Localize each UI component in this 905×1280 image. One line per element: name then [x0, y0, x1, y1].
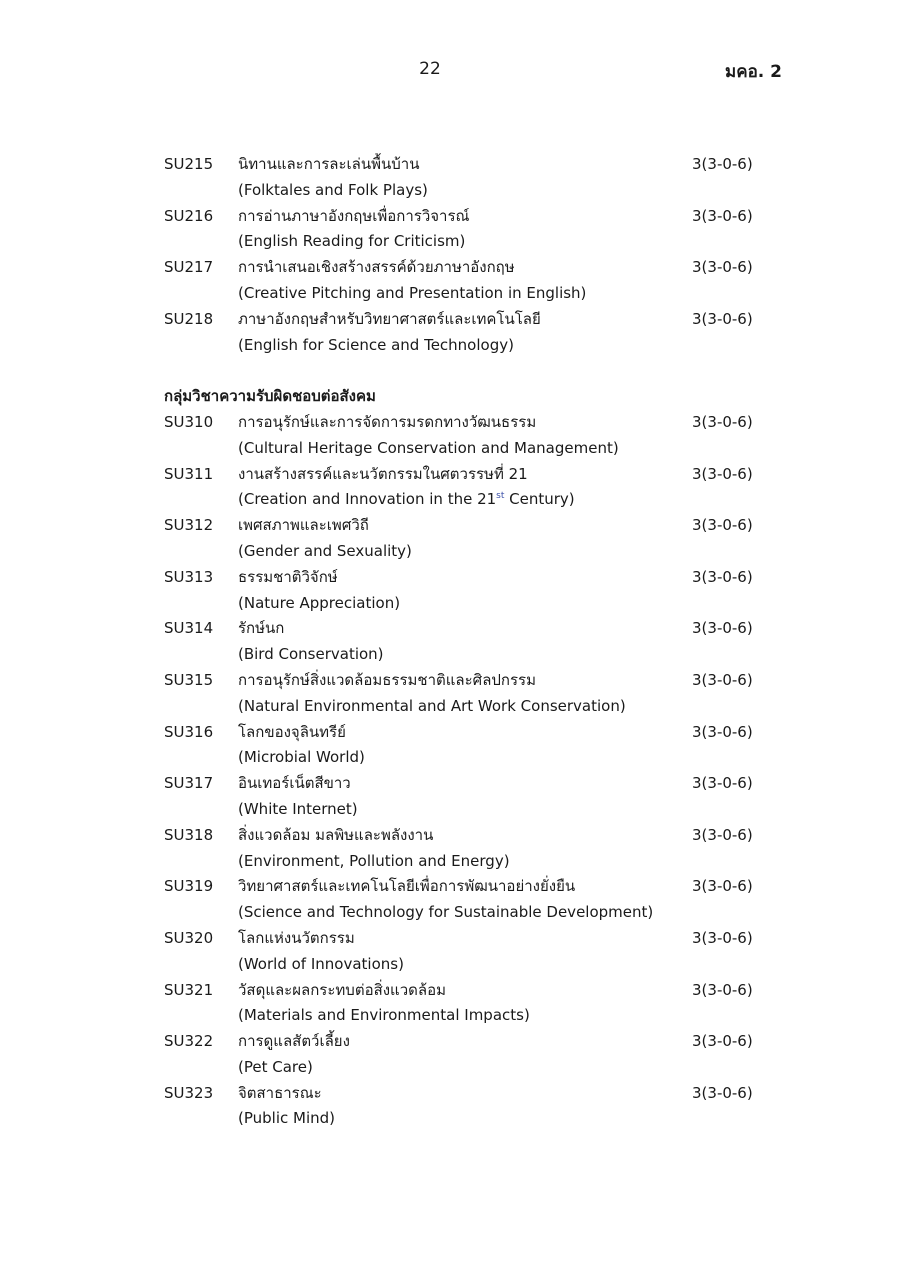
- course-code: SU215: [164, 155, 214, 173]
- course-name-en: [238, 487, 575, 513]
- course-credit: 3(3-0-6): [692, 258, 753, 277]
- course-title-row: [0, 720, 905, 746]
- course-title-row: [0, 1029, 905, 1055]
- course-english-row: [0, 178, 905, 204]
- course-title-row: [0, 565, 905, 591]
- course-credit: 3(3-0-6): [692, 516, 753, 535]
- course-english-row: [0, 642, 905, 668]
- course-code: SU218: [164, 309, 214, 328]
- course-name-th: ธรรมชาติวิจักษ์: [238, 567, 338, 586]
- course-name-en: (Cultural Heritage Conservation and Management): [238, 438, 619, 457]
- document-code: มคอ. 2: [725, 62, 782, 82]
- course-name-en: (Science and Technology for Sustainable Development): [238, 903, 654, 922]
- course-code: SU312: [164, 516, 214, 535]
- course-code: SU310: [164, 412, 214, 431]
- course-code: SU313: [164, 567, 214, 586]
- course-credit: 3(3-0-6): [692, 980, 753, 999]
- course-english-row: [0, 487, 905, 513]
- course-name-th: ภาษาอังกฤษสำหรับวิทยาศาสตร์และเทคโนโลยี: [238, 309, 541, 328]
- course-name-th: โลกแห่งนวัตกรรม: [238, 928, 355, 947]
- course-english-row: [0, 694, 905, 720]
- course-credit: 3(3-0-6): [692, 309, 753, 328]
- course-name-th: จิตสาธารณะ: [238, 1083, 322, 1102]
- course-credit: 3(3-0-6): [692, 619, 753, 638]
- course-title-row: [0, 978, 905, 1004]
- course-english-row: [0, 1003, 905, 1029]
- course-code: SU321: [164, 980, 214, 999]
- course-code: SU318: [164, 825, 214, 844]
- section-spacer: [0, 358, 905, 384]
- course-title-row: [0, 513, 905, 539]
- course-name-en: (Creative Pitching and Presentation in English): [238, 283, 587, 302]
- group-heading-text: กลุ่มวิชาความรับผิดชอบต่อสังคม: [164, 387, 376, 406]
- course-title-row: [0, 410, 905, 436]
- course-name-th: รักษ์นก: [238, 619, 285, 638]
- course-name-en-part: Century): [504, 490, 575, 509]
- course-english-row: [0, 229, 905, 255]
- course-credit: 3(3-0-6): [692, 825, 753, 844]
- course-name-en: (English for Science and Technology): [238, 335, 514, 354]
- course-code: SU311: [164, 464, 214, 483]
- course-list: [0, 152, 905, 1132]
- course-title-row: [0, 255, 905, 281]
- course-code: SU316: [164, 722, 214, 741]
- ordinal-superscript: st: [496, 491, 505, 502]
- course-name-en: (Pet Care): [238, 1057, 313, 1076]
- course-english-row: [0, 797, 905, 823]
- course-title-row: [0, 926, 905, 952]
- course-name-en: (Bird Conservation): [238, 645, 384, 664]
- course-title-row: [0, 823, 905, 849]
- course-code: SU217: [164, 258, 214, 277]
- course-english-row: [0, 745, 905, 771]
- course-name-en: (Public Mind): [238, 1109, 336, 1128]
- course-english-row: [0, 591, 905, 617]
- course-title-row: [0, 616, 905, 642]
- course-english-row: [0, 281, 905, 307]
- course-name-th: อินเทอร์เน็ตสีขาว: [238, 774, 351, 793]
- course-title-row: [0, 204, 905, 230]
- course-credit: 3(3-0-6): [692, 1083, 753, 1102]
- course-title-row: [0, 668, 905, 694]
- course-name-en: (Materials and Environmental Impacts): [238, 1006, 530, 1025]
- course-name-en: (White Internet): [238, 799, 358, 818]
- course-code: SU322: [164, 1032, 214, 1051]
- course-code: SU320: [164, 928, 214, 947]
- course-name-th: การนำเสนอเชิงสร้างสรรค์ด้วยภาษาอังกฤษ: [238, 258, 515, 277]
- course-name-en: (Folktales and Folk Plays): [238, 180, 428, 199]
- course-credit: 3(3-0-6): [692, 928, 753, 947]
- course-name-en: (World of Innovations): [238, 954, 404, 973]
- course-title-row: [0, 1081, 905, 1107]
- course-credit: 3(3-0-6): [692, 1032, 753, 1051]
- course-name-en: (Gender and Sexuality): [238, 541, 412, 560]
- course-name-en: (Nature Appreciation): [238, 593, 401, 612]
- course-title-row: [0, 152, 905, 178]
- course-code: SU216: [164, 206, 214, 225]
- course-name-th: นิทานและการละเล่นพื้นบ้าน: [238, 155, 420, 173]
- course-title-row: [0, 307, 905, 333]
- course-name-en: (English Reading for Criticism): [238, 232, 466, 251]
- course-credit: 3(3-0-6): [692, 155, 753, 173]
- course-name-en: (Environment, Pollution and Energy): [238, 851, 510, 870]
- course-english-row: [0, 539, 905, 565]
- course-name-th: โลกของจุลินทรีย์: [238, 722, 346, 741]
- course-credit: 3(3-0-6): [692, 206, 753, 225]
- course-english-row: [0, 333, 905, 359]
- course-name-th: สิ่งแวดล้อม มลพิษและพลังงาน: [238, 825, 434, 844]
- page-number: 22: [419, 59, 441, 79]
- course-code: SU319: [164, 877, 214, 896]
- course-name-en-part: (Creation and Innovation in the 21: [238, 490, 497, 509]
- course-code: SU314: [164, 619, 214, 638]
- course-english-row: [0, 1106, 905, 1132]
- course-name-th: วิทยาศาสตร์และเทคโนโลยีเพื่อการพัฒนาอย่างยั่งยืน: [238, 877, 576, 896]
- course-name-en: (Microbial World): [238, 748, 365, 767]
- course-title-row: [0, 874, 905, 900]
- course-credit: 3(3-0-6): [692, 412, 753, 431]
- course-credit: 3(3-0-6): [692, 464, 753, 483]
- course-code: SU317: [164, 774, 214, 793]
- course-title-row: [0, 771, 905, 797]
- course-english-row: [0, 849, 905, 875]
- course-english-row: [0, 436, 905, 462]
- course-english-row: [0, 1055, 905, 1081]
- course-code: SU315: [164, 670, 214, 689]
- course-english-row: [0, 952, 905, 978]
- course-name-th: งานสร้างสรรค์และนวัตกรรมในศตวรรษที่ 21: [238, 464, 528, 483]
- course-name-th: การดูแลสัตว์เลี้ยง: [238, 1032, 350, 1051]
- course-name-en: (Natural Environmental and Art Work Conservation): [238, 696, 626, 715]
- course-credit: 3(3-0-6): [692, 567, 753, 586]
- course-code: SU323: [164, 1083, 214, 1102]
- course-credit: 3(3-0-6): [692, 670, 753, 689]
- course-title-row: [0, 462, 905, 488]
- course-name-th: การอ่านภาษาอังกฤษเพื่อการวิจารณ์: [238, 206, 470, 225]
- group-heading: [0, 384, 905, 410]
- course-name-th: การอนุรักษ์สิ่งแวดล้อมธรรมชาติและศิลปกรรม: [238, 670, 536, 689]
- course-name-th: วัสดุและผลกระทบต่อสิ่งแวดล้อม: [238, 980, 446, 999]
- course-credit: 3(3-0-6): [692, 877, 753, 896]
- course-credit: 3(3-0-6): [692, 722, 753, 741]
- course-credit: 3(3-0-6): [692, 774, 753, 793]
- course-english-row: [0, 900, 905, 926]
- course-name-th: การอนุรักษ์และการจัดการมรดกทางวัฒนธรรม: [238, 412, 537, 431]
- course-name-th: เพศสภาพและเพศวิถี: [238, 516, 369, 535]
